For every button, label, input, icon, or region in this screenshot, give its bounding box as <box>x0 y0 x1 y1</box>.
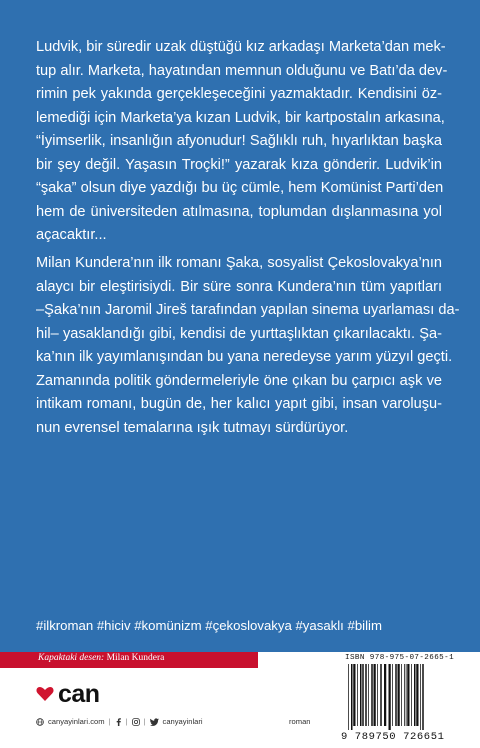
barcode-bar <box>389 664 391 730</box>
barcode-bar <box>360 664 362 726</box>
about-line: Zamanında politik göndermeleriyle öne çıkan bu çarpıcı aşk ve <box>36 372 442 389</box>
synopsis-line: bir şey değil. Yaşasın Troçki!” yazarak kıza gönderir. Ludvik’in <box>36 156 442 173</box>
globe-icon <box>36 718 44 726</box>
about-line: nun evrensel temalarına ışık tutmayı sürdürüyor. <box>36 419 349 436</box>
about-line: –Şaka’nın Jaromil Jireš tarafından yapılan sinema uyarlaması da- <box>36 302 460 318</box>
twitter-icon[interactable] <box>150 718 159 726</box>
cover-credit <box>38 653 164 663</box>
barcode-bar <box>422 664 424 730</box>
divider: | <box>108 717 111 726</box>
publisher-links <box>36 717 203 726</box>
publisher-logo <box>36 681 100 707</box>
barcode-bar <box>407 664 409 726</box>
barcode <box>347 664 447 730</box>
barcode-digits: 9 789750 726651 <box>341 731 445 743</box>
synopsis-line: “şaka” olsun diye yazdığı bu üç cümle, hem Komünist Parti’den <box>36 180 444 196</box>
publisher-logo-text: can <box>58 680 100 708</box>
website-link[interactable]: canyayinlari.com <box>48 717 105 726</box>
divider: | <box>125 717 128 726</box>
about-line: Milan Kundera’nın ilk romanı Şaka, sosyalist Çekoslovakya’nın <box>36 255 442 271</box>
hashtags: #ilkroman #hiciv #komünizm #çekoslovakya #yasaklı #bilim <box>36 618 382 633</box>
synopsis-paragraph <box>36 36 448 248</box>
barcode-bar <box>353 664 355 726</box>
barcode-bar <box>392 664 393 726</box>
social-handle[interactable]: canyayinlari <box>162 717 203 726</box>
synopsis-line: rimin pek yakında gerçekleşeceğini yazmaktadır. Kendisini öz- <box>36 86 442 102</box>
barcode-bar <box>406 664 407 726</box>
barcode-bar <box>398 664 400 726</box>
cover-credit-label: Kapaktaki desen: <box>38 653 105 663</box>
barcode-bar <box>368 664 369 726</box>
barcode-bar <box>374 664 376 726</box>
isbn-text: ISBN 978-975-07-2665-1 <box>345 654 455 662</box>
barcode-bar <box>404 664 405 726</box>
about-line: alaycı bir eleştirisiydi. Bir süre sonra Kundera’nın tüm yapıtları <box>36 278 442 295</box>
barcode-bar <box>351 664 353 730</box>
barcode-bar <box>411 664 412 726</box>
barcode-bar <box>377 664 378 726</box>
about-line: ka’nın ilk yayımlanışından bu yana neredeyse yarım yüzyıl geçti. <box>36 349 453 365</box>
cover-credit-name: Milan Kundera <box>106 653 165 663</box>
genre-label: roman <box>289 717 311 726</box>
barcode-bar <box>357 664 358 726</box>
heart-icon <box>36 686 54 702</box>
synopsis-line: lemediği için Marketa’ya kızan Ludvik, bir kartpostalın arkasına, <box>36 109 445 126</box>
about-line: intikam romanı, bugün de, her kalıcı yapıt gibi, insan varoluşu- <box>36 396 442 412</box>
barcode-bar <box>380 664 382 726</box>
barcode-bar <box>416 664 418 726</box>
barcode-bar <box>395 664 397 726</box>
barcode-bar <box>420 664 421 730</box>
barcode-bar <box>365 664 367 726</box>
synopsis-line: Ludvik, bir süredir uzak düştüğü kız arkadaşı Marketa’dan mek- <box>36 39 446 55</box>
synopsis-line: tup alır. Marketa, hayatından memnun olduğunu ve Batı’da dev- <box>36 62 448 79</box>
synopsis-line: açacaktır... <box>36 227 107 243</box>
barcode-bar <box>414 664 416 726</box>
synopsis-line: “İyimserlik, insanlığın afyonudur! Sağlıklı ruh, hıyarlıktan başka <box>36 133 442 149</box>
facebook-icon[interactable] <box>115 718 122 726</box>
about-line: hil– yasaklandığı gibi, kendisi de yurttaşlıktan çıkarılacaktı. Şa- <box>36 325 442 342</box>
barcode-bar <box>384 664 386 726</box>
divider: | <box>143 717 146 726</box>
synopsis-line: hem de üniversiteden atılmasına, toplumdan dışlanmasına yol <box>36 203 442 220</box>
about-paragraph <box>36 252 460 440</box>
barcode-bar <box>371 664 373 726</box>
barcode-bar <box>362 664 364 726</box>
barcode-bar <box>348 664 349 730</box>
barcode-bar <box>401 664 402 726</box>
instagram-icon[interactable] <box>132 718 140 726</box>
